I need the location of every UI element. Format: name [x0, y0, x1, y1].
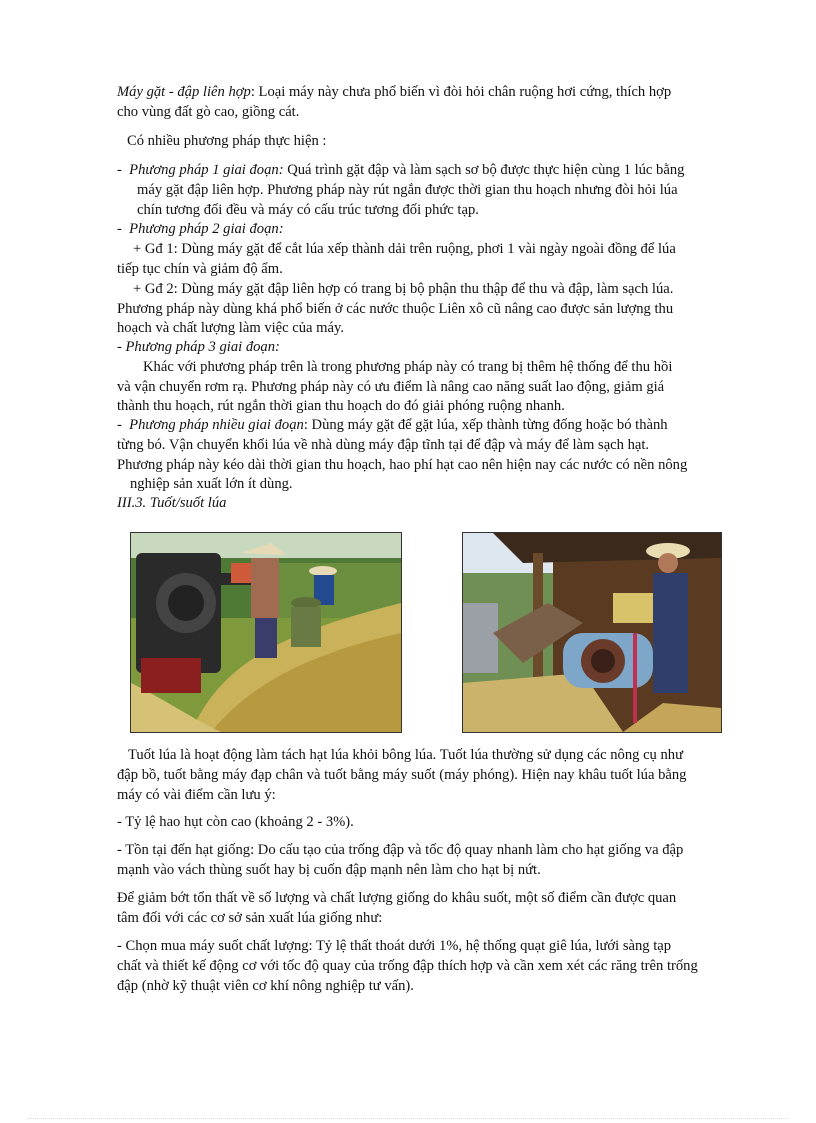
method-3-term: - Phương pháp 3 giai đoạn: — [117, 339, 280, 355]
method-3-line-1: Khác với phương pháp trên là trong phương pháp này có trang bị thêm hệ thống để thu hồi — [143, 359, 673, 375]
method-3-line-3: thành thu hoạch, rút ngắn thời gian thu hoạch do đó giải phóng ruộng nhanh. — [117, 398, 565, 414]
threshing-paragraph-line-1: Tuốt lúa là hoạt động làm tách hạt lúa khỏi bông lúa. Tuốt lúa thường sử dụng các nông cụ như — [128, 747, 684, 763]
method-2-heading — [117, 219, 284, 239]
threshing-paragraph-line-3: máy có vài điểm cần lưu ý: — [117, 787, 276, 803]
term-combine-harvester: Máy gặt - đập liên hợp — [117, 84, 251, 100]
method-2-stage-2-line-3: hoạch và chất lượng làm việc của máy. — [117, 320, 345, 336]
bullet-choose-machine-line-2: chất và thiết kế động cơ với tốc độ quay của trống đập thích hợp và cần xem xét các răng trên trống — [117, 958, 698, 974]
dash: - — [117, 162, 122, 178]
method-1-term: Phương pháp 1 giai đoạn: — [129, 162, 284, 178]
method-1-line-3: chín tương đối đều và máy có cấu trúc tương đối phức tạp. — [137, 202, 479, 218]
text: Quá trình gặt đập và làm sạch sơ bộ được thực hiện cùng 1 lúc bằng — [283, 162, 685, 178]
bullet-seed-damage-line-1: - Tồn tại đến hạt giống: Do cấu tạo của trống đập và tốc độ quay nhanh làm cho hạt giống va đập — [117, 842, 684, 858]
method-1-line-2: máy gặt đập liên hợp. Phương pháp này rút ngắn được thời gian thu hoạch nhưng đòi hỏi lúa — [137, 182, 678, 198]
method-2-stage-1-line-2: tiếp tục chín và giảm độ ẩm. — [117, 261, 283, 277]
method-multi-line-2: từng bó. Vận chuyển khối lúa về nhà dùng máy đập tĩnh tại để đập và máy để làm sạch hạt. — [117, 437, 650, 453]
method-2-term: Phương pháp 2 giai đoạn: — [129, 221, 284, 237]
method-multi-term: Phương pháp nhiều giai đoạn — [129, 417, 304, 433]
section-heading: III.3. Tuốt/suốt lúa — [117, 495, 227, 511]
bullet-loss-rate: - Tỷ lệ hao hụt còn cao (khoảng 2 - 3%). — [117, 814, 354, 830]
threshing-paragraph-line-2: đập bồ, tuốt bằng máy đạp chân và tuốt bằng máy suốt (máy phóng). Hiện nay khâu tuốt lúa bằng — [117, 767, 687, 783]
method-multi-line-4: nghiệp sản xuất lớn ít dùng. — [130, 476, 293, 492]
method-2-stage-1-line-1: + Gđ 1: Dùng máy gặt để cắt lúa xếp thành dải trên ruộng, phơi 1 vài ngày ngoài đồng để lúa — [133, 241, 676, 257]
rice-threshing-machine-photo — [462, 532, 722, 733]
method-2-stage-2-line-1: + Gđ 2: Dùng máy gặt đập liên hợp có trang bị bộ phận thu thập để thu và đập, làm sạch lúa. — [133, 281, 674, 297]
method-2-stage-2-line-2: Phương pháp này dùng khá phổ biến ở các nước thuộc Liên xô cũ nâng cao được sản lượng thu — [117, 301, 674, 317]
paragraph-combine-harvester-line-1 — [117, 82, 671, 102]
reduce-loss-paragraph-line-2: tâm đối với các cơ sở sản xuất lúa giống như: — [117, 910, 383, 926]
methods-intro: Có nhiều phương pháp thực hiện : — [127, 133, 327, 149]
text: : Loại máy này chưa phổ biến vì đòi hỏi chân ruộng hơi cứng, thích hợp — [250, 84, 672, 100]
text: : Dùng máy gặt để gặt lúa, xếp thành từng đống hoặc bó thành — [303, 417, 668, 433]
page-bottom-divider — [28, 1118, 788, 1119]
method-multi-line-1 — [117, 415, 668, 435]
rice-threshing-field-photo-drawing — [131, 533, 401, 732]
method-1-line-1 — [117, 160, 684, 180]
method-multi-line-3: Phương pháp này kéo dài thời gian thu hoạch, hao phí hạt cao nên hiện nay các nước có nền nông — [117, 457, 688, 473]
paragraph-combine-harvester-line-2: cho vùng đất gò cao, giồng cát. — [117, 104, 300, 120]
method-3-line-2: và vận chuyển rơm rạ. Phương pháp này có ưu điểm là nâng cao năng suất lao động, giảm giá — [117, 379, 665, 395]
dash: - — [117, 221, 122, 237]
rice-threshing-machine-photo-drawing — [463, 533, 721, 732]
bullet-choose-machine-line-1: - Chọn mua máy suốt chất lượng: Tỷ lệ thất thoát dưới 1%, hệ thống quạt giê lúa, lưới sàng tạp — [117, 938, 672, 954]
bullet-seed-damage-line-2: mạnh vào vách thùng suốt hay bị cuốn đập mạnh nên làm cho hạt bị nứt. — [117, 862, 541, 878]
bullet-choose-machine-line-3: đập (nhờ kỹ thuật viên cơ khí nông nghiệp tư vấn). — [117, 978, 414, 994]
dash: - — [117, 417, 122, 433]
rice-threshing-field-photo — [130, 532, 402, 733]
method-3-heading — [117, 337, 280, 357]
reduce-loss-paragraph-line-1: Để giảm bớt tổn thất về số lượng và chất lượng giống do khâu suốt, một số điểm cần được quan — [117, 890, 677, 906]
